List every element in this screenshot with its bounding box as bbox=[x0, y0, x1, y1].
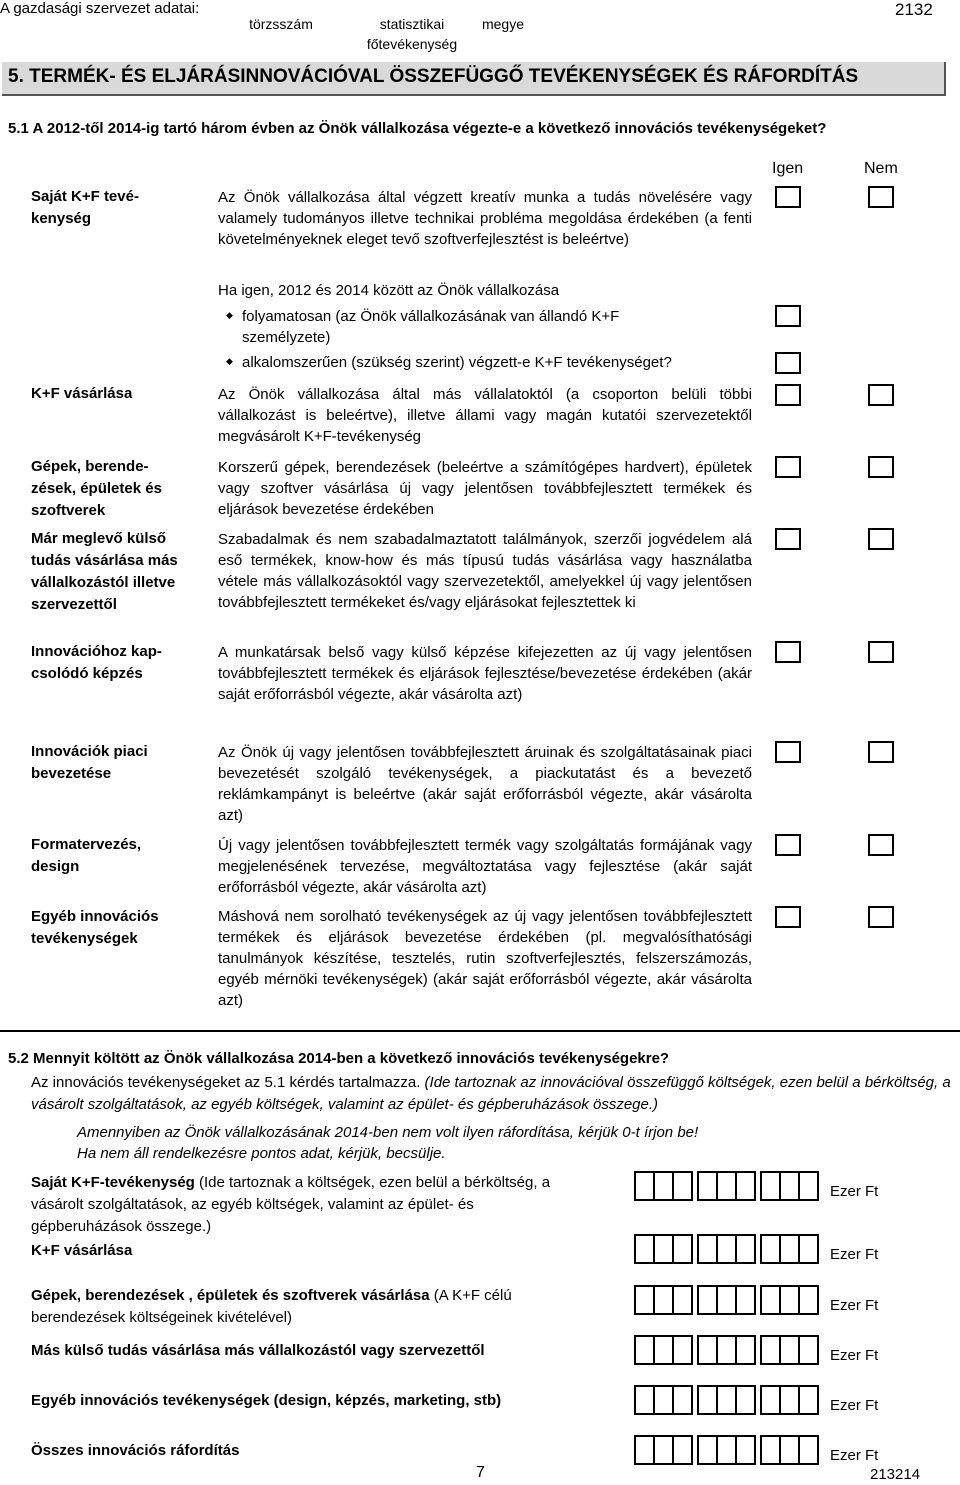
digit-cell[interactable] bbox=[653, 1435, 674, 1465]
form-code: 213214 bbox=[870, 1466, 921, 1483]
digit-cell[interactable] bbox=[697, 1435, 718, 1465]
expense-label-bold: K+F vásárlása bbox=[31, 1242, 133, 1259]
digit-cell[interactable] bbox=[760, 1335, 781, 1365]
sub-alkalomszeruen-text: alkalomszerűen (szükség szerint) végzett-e K+F tevékenységet? bbox=[242, 354, 672, 371]
sub-folyamatosan-text: folyamatosan (az Önök vállalkozásának van állandó K+F személyzete) bbox=[242, 308, 620, 346]
checkbox-kf-vasarlasa-igen[interactable] bbox=[775, 384, 801, 406]
digit-cell[interactable] bbox=[672, 1385, 693, 1415]
digit-cell[interactable] bbox=[634, 1171, 655, 1201]
expense-label-egyeb bbox=[31, 1390, 591, 1412]
expense-label-osszes bbox=[31, 1440, 591, 1462]
checkbox-kulso-tudas-nem[interactable] bbox=[868, 528, 894, 550]
digit-cell[interactable] bbox=[716, 1234, 737, 1264]
digit-cell[interactable] bbox=[735, 1335, 756, 1365]
digit-cell[interactable] bbox=[653, 1171, 674, 1201]
question-5-1: 5.1 A 2012-től 2014-ig tartó három évben az Önök vállalkozása végezte-e a következő innovációs tevékenységeket? bbox=[8, 120, 827, 137]
section-divider bbox=[0, 1030, 960, 1032]
header-col-statisztikai-line2: főtevékenység bbox=[366, 36, 458, 52]
digit-cell[interactable] bbox=[735, 1385, 756, 1415]
digit-cell[interactable] bbox=[697, 1285, 718, 1315]
checkbox-egyeb-igen[interactable] bbox=[775, 906, 801, 928]
row-text-egyeb: Máshová nem sorolható tevékenységek az új vagy jelentősen továbbfejlesztett termékek és eljárások bevezetése érdekében (pl. megvalósíthatósági tanulmányok készítése, tesztelés, rutin szoftverfejlesztés, felszerszámozás, egyéb mérnöki tevékenységek) (akár saját erőforrásból végezte, akár vásárolta azt) bbox=[218, 908, 752, 1009]
page-number: 7 bbox=[476, 1464, 485, 1481]
digit-cell[interactable] bbox=[653, 1285, 674, 1315]
digit-cell[interactable] bbox=[697, 1385, 718, 1415]
expense-label-gepek bbox=[31, 1285, 561, 1329]
expense-label-kf-vasarlasa bbox=[31, 1240, 591, 1262]
digit-cell[interactable] bbox=[716, 1335, 737, 1365]
expense-label-kulso-tudas bbox=[31, 1340, 591, 1362]
amount-field-gepek[interactable] bbox=[634, 1285, 817, 1315]
unit-label: Ezer Ft bbox=[830, 1397, 879, 1414]
row-label-egyeb: Egyéb innovációs tevékenységek bbox=[31, 908, 159, 947]
digit-cell[interactable] bbox=[735, 1435, 756, 1465]
checkbox-folyamatosan[interactable] bbox=[775, 305, 801, 327]
digit-cell[interactable] bbox=[634, 1285, 655, 1315]
digit-cell[interactable] bbox=[634, 1234, 655, 1264]
checkbox-kf-vasarlasa-nem[interactable] bbox=[868, 384, 894, 406]
row-text-kf-vasarlasa: Az Önök vállalkozása által más vállalatoktól (a csoporton belüli többi vállalkozást is beleértve), illetve állami vagy magán kutatói szervezetektől megvásárolt K+F-tevékenység bbox=[218, 386, 752, 445]
digit-cell[interactable] bbox=[779, 1171, 800, 1201]
digit-cell[interactable] bbox=[798, 1234, 819, 1264]
unit-label: Ezer Ft bbox=[830, 1297, 879, 1314]
digit-cell[interactable] bbox=[760, 1171, 781, 1201]
checkbox-formatervezes-igen[interactable] bbox=[775, 834, 801, 856]
digit-cell[interactable] bbox=[798, 1285, 819, 1315]
org-data-label: A gazdasági szervezet adatai: bbox=[0, 0, 200, 17]
digit-cell[interactable] bbox=[779, 1234, 800, 1264]
header-col-torzsszam: törzsszám bbox=[249, 16, 313, 32]
row-label-kepzes: Innovációhoz kap-csolódó képzés bbox=[31, 643, 162, 682]
digit-cell[interactable] bbox=[672, 1234, 693, 1264]
column-yes-label: Igen bbox=[772, 160, 804, 177]
row-text-sajat-kf: Az Önök vállalkozása által végzett kreatív munka a tudás növelésére vagy valamely tudományos illetve technikai probléma megoldása érdekében (a fenti követelményeknek eleget tevő szoftverfejlesztést is beleértve) bbox=[218, 189, 752, 248]
checkbox-kepzes-nem[interactable] bbox=[868, 641, 894, 663]
digit-cell[interactable] bbox=[653, 1234, 674, 1264]
digit-cell[interactable] bbox=[798, 1171, 819, 1201]
digit-cell[interactable] bbox=[653, 1385, 674, 1415]
expense-label-rest: (Ide tartoznak a költségek, ezen belül a bérköltség, a vásárolt szolgáltatások, az egyéb költségek, valamint az épület- és gépberuházások összege.) bbox=[31, 1174, 551, 1235]
row-text-formatervezes: Új vagy jelentősen továbbfejlesztett termék vagy szolgáltatás formájának vagy megjelenésének tervezése, megváltoztatása vagy fejlesztése (akár saját erőforrásból végezte, akár vásárolta azt) bbox=[218, 837, 752, 896]
row-label-kulso-tudas: Már meglevő külső tudás vásárlása más vállalkozástól illetve szervezettől bbox=[31, 530, 178, 613]
digit-cell[interactable] bbox=[716, 1171, 737, 1201]
bullet-icon: ◆ bbox=[226, 356, 233, 366]
question-5-2: 5.2 Mennyit költött az Önök vállalkozása 2014-ben a következő innovációs tevékenységekre? bbox=[8, 1050, 670, 1067]
digit-cell[interactable] bbox=[779, 1335, 800, 1365]
digit-cell[interactable] bbox=[735, 1171, 756, 1201]
checkbox-formatervezes-nem[interactable] bbox=[868, 834, 894, 856]
digit-cell[interactable] bbox=[697, 1171, 718, 1201]
digit-cell[interactable] bbox=[735, 1234, 756, 1264]
expense-label-rest: (A K+F célú berendezések költségeinek kivételével) bbox=[31, 1287, 512, 1326]
expense-label-bold: Összes innovációs ráfordítás bbox=[31, 1442, 240, 1459]
row-label-formatervezes: Formatervezés, design bbox=[31, 836, 142, 875]
instruction-estimate: Ha nem áll rendelkezésre pontos adat, kérjük, becsülje. bbox=[77, 1145, 446, 1162]
digit-cell[interactable] bbox=[735, 1285, 756, 1315]
checkbox-kepzes-igen[interactable] bbox=[775, 641, 801, 663]
digit-cell[interactable] bbox=[716, 1435, 737, 1465]
unit-label: Ezer Ft bbox=[830, 1447, 879, 1464]
digit-cell[interactable] bbox=[760, 1435, 781, 1465]
row-label-piaci-bevezetes: Innovációk piaci bevezetése bbox=[31, 743, 148, 782]
section-title: 5. TERMÉK- ÉS ELJÁRÁSINNOVÁCIÓVAL ÖSSZEFÜGGŐ TEVÉKENYSÉGEK ÉS RÁFORDÍTÁS bbox=[8, 66, 859, 87]
digit-cell[interactable] bbox=[760, 1234, 781, 1264]
digit-cell[interactable] bbox=[760, 1385, 781, 1415]
expense-label-sajat-kf bbox=[31, 1172, 551, 1238]
checkbox-sajat-kf-igen[interactable] bbox=[775, 186, 801, 208]
row-text-gepek: Korszerű gépek, berendezések (beleértve a számítógépes hardvert), épületek vagy szoftver vásárlása új vagy jelentősen továbbfejlesztett termékek és eljárások bevezetése érdekében bbox=[218, 459, 752, 518]
checkbox-egyeb-nem[interactable] bbox=[868, 906, 894, 928]
header-col-megye: megye bbox=[481, 16, 525, 32]
checkbox-alkalomszeruen[interactable] bbox=[775, 352, 801, 374]
instruction-zero: Amennyiben az Önök vállalkozásának 2014-ben nem volt ilyen ráfordítása, kérjük 0-t írjon be! bbox=[77, 1124, 699, 1141]
digit-cell[interactable] bbox=[798, 1335, 819, 1365]
checkbox-piaci-bevezetes-igen[interactable] bbox=[775, 741, 801, 763]
digit-cell[interactable] bbox=[779, 1385, 800, 1415]
question-5-2-note bbox=[31, 1072, 956, 1116]
unit-label: Ezer Ft bbox=[830, 1246, 879, 1263]
digit-cell[interactable] bbox=[634, 1385, 655, 1415]
column-no-label: Nem bbox=[864, 160, 898, 177]
checkbox-piaci-bevezetes-nem[interactable] bbox=[868, 741, 894, 763]
checkbox-sajat-kf-nem[interactable] bbox=[868, 186, 894, 208]
form-number: 2132 bbox=[895, 0, 933, 19]
amount-field-osszes[interactable] bbox=[634, 1435, 817, 1465]
unit-label: Ezer Ft bbox=[830, 1183, 879, 1200]
digit-cell[interactable] bbox=[697, 1335, 718, 1365]
amount-field-egyeb[interactable] bbox=[634, 1385, 817, 1415]
expense-label-bold: Saját K+F-tevékenység bbox=[31, 1174, 195, 1191]
row-text-kepzes: A munkatársak belső vagy külső képzése kifejezetten az új vagy jelentősen továbbfejlesztett termékek és eljárások fejlesztése/bevezetése érdekében (akár saját erőforrásból végezte, akár vásárolta azt) bbox=[218, 644, 752, 703]
note-italic: (Ide tartoznak az innovációval összefüggő költségek, ezen belül a bérköltség, a vásárolt szolgáltatások, az egyéb költségek, valamint az épület- és gépberuházások összege.) bbox=[31, 1074, 951, 1113]
bullet-icon: ◆ bbox=[226, 310, 233, 320]
expense-label-bold: Egyéb innovációs tevékenységek (design, képzés, marketing, stb) bbox=[31, 1392, 502, 1409]
digit-cell[interactable] bbox=[779, 1285, 800, 1315]
amount-field-kf-vasarlasa[interactable] bbox=[634, 1234, 817, 1264]
digit-cell[interactable] bbox=[697, 1234, 718, 1264]
expense-label-bold: Gépek, berendezések , épületek és szoftverek vásárlása bbox=[31, 1287, 430, 1304]
digit-cell[interactable] bbox=[779, 1435, 800, 1465]
amount-field-sajat-kf[interactable] bbox=[634, 1171, 817, 1201]
digit-cell[interactable] bbox=[716, 1385, 737, 1415]
digit-cell[interactable] bbox=[798, 1435, 819, 1465]
digit-cell[interactable] bbox=[672, 1435, 693, 1465]
unit-label: Ezer Ft bbox=[830, 1347, 879, 1364]
digit-cell[interactable] bbox=[672, 1285, 693, 1315]
checkbox-gepek-nem[interactable] bbox=[868, 456, 894, 478]
sub-intro-text: Ha igen, 2012 és 2014 között az Önök vállalkozása bbox=[218, 282, 560, 299]
amount-field-kulso-tudas[interactable] bbox=[634, 1335, 817, 1365]
row-text-kulso-tudas: Szabadalmak és nem szabadalmaztatott találmányok, szerzői jogvédelem alá eső termékek, know-how és más típusú tudás vásárlása vagy használatba vétele más vállalkozásoktól vagy szervezetektől, amelyekkel új vagy jelentősen továbbfejlesztett termékeket és/vagy eljárásokat fejlesztettek ki bbox=[218, 531, 752, 611]
digit-cell[interactable] bbox=[672, 1335, 693, 1365]
row-label-gepek: Gépek, berende-zések, épületek és szoftverek bbox=[31, 458, 162, 519]
checkbox-gepek-igen[interactable] bbox=[775, 456, 801, 478]
digit-cell[interactable] bbox=[798, 1385, 819, 1415]
note-plain: Az innovációs tevékenységeket az 5.1 kérdés tartalmazza. bbox=[31, 1074, 421, 1091]
row-label-sajat-kf: Saját K+F tevé-kenység bbox=[31, 188, 139, 227]
row-label-kf-vasarlasa: K+F vásárlása bbox=[31, 385, 133, 402]
digit-cell[interactable] bbox=[634, 1335, 655, 1365]
checkbox-kulso-tudas-igen[interactable] bbox=[775, 528, 801, 550]
header-col-statisztikai bbox=[362, 14, 462, 54]
digit-cell[interactable] bbox=[760, 1285, 781, 1315]
digit-cell[interactable] bbox=[634, 1435, 655, 1465]
header-col-statisztikai-line1: statisztikai bbox=[379, 16, 445, 32]
row-text-piaci-bevezetes: Az Önök új vagy jelentősen továbbfejlesztett áruinak és szolgáltatásainak piaci bevezetését szolgáló tevékenységek, a piackutatást és a bevezető reklámkampányt is beleértve (akár saját erőforrásból végezte, akár vásárolta azt) bbox=[218, 744, 752, 824]
expense-label-bold: Más külső tudás vásárlása más vállalkozástól vagy szervezettől bbox=[31, 1342, 485, 1359]
digit-cell[interactable] bbox=[653, 1335, 674, 1365]
digit-cell[interactable] bbox=[716, 1285, 737, 1315]
digit-cell[interactable] bbox=[672, 1171, 693, 1201]
